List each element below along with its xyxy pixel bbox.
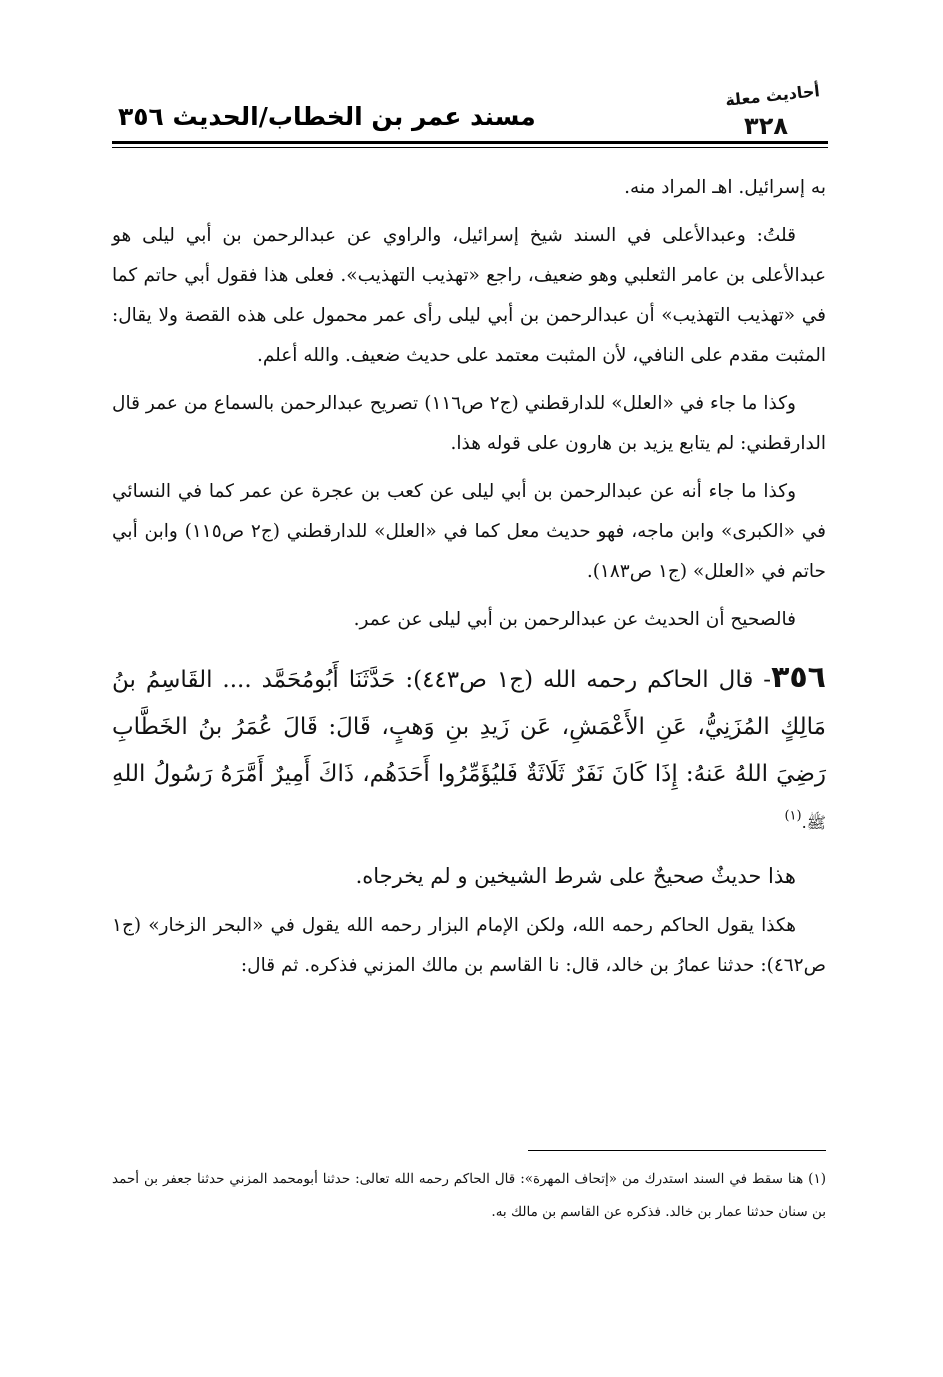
footnote-marker[interactable]: (١)	[784, 808, 802, 824]
page-number: ٣٢٨	[744, 112, 788, 140]
hadith-block	[112, 654, 826, 846]
page-header	[112, 81, 828, 146]
hadith-number: ٣٥٦	[771, 660, 826, 695]
running-title: مسند عمر بن الخطاب/الحديث ٣٥٦	[118, 102, 536, 131]
paragraph-6: هذا حديثٌ صحيحٌ على شرط الشيخين و لم يخرجاه.	[355, 864, 796, 888]
main-text	[112, 168, 826, 994]
paragraph-7: هكذا يقول الحاكم رحمه الله، ولكن الإمام البزار رحمه الله يقول في «البحر الزخار» (ج١ ص٤٦٢): حدثنا عمارُ بن خالد، قال: نا القاسم بن مالك المزني فذكره. ثم قال:	[112, 915, 826, 976]
paragraph-2: قلتُ: وعبدالأعلى في السند شيخ إسرائيل، والراوي عن عبدالرحمن بن أبي ليلى هو عبدالأعلى بن عامر الثعلبي وهو ضعيف، راجع «تهذيب التهذيب». فعلى هذا فقول أبي حاتم كما في «تهذيب التهذيب» أن عبدالرحمن بن أبي ليلى رأى عمر محمول على هذه القصة ولا يقال: المثبت مقدم على النافي، لأن المثبت معتمد على حديث ضعيف. والله أعلم.	[112, 225, 826, 366]
footnote-area	[112, 1163, 826, 1229]
footnote-divider	[528, 1150, 826, 1151]
paragraph-3: وكذا ما جاء في «العلل» للدارقطني (ج٢ ص١١٦) تصريح عبدالرحمن بالسماع من عمر قال الدارقطني: لم يتابع يزيد بن هارون على قوله هذا.	[112, 393, 826, 454]
salawat-glyph: ﷺ.	[801, 813, 826, 832]
paragraph-5: فالصحيح أن الحديث عن عبدالرحمن بن أبي ليلى عن عمر.	[353, 609, 796, 630]
footnote-1: (١) هنا سقط في السند استدرك من «إتحاف المهرة»: قال الحاكم رحمه الله تعالى: حدثنا أبومحمد المزني حدثنا جعفر بن أحمد بن سنان حدثنا عمار بن خالد. فذكره عن القاسم بن مالك به.	[112, 1171, 826, 1220]
hadith-text: - قال الحاكم رحمه الله (ج١ ص٤٤٣): حَدَّثَنَا أَبُومُحَمَّد .... القَاسِمُ بنُ مَالِكٍ المُزَنِيُّ، عَنِ الأَعْمَشِ، عَن زَيدِ بنِ وَهبٍ، قَالَ: قَالَ عُمَرُ بنُ الخَطَّابِ رَضِيَ اللهُ عَنهُ: إِذَا كَانَ نَفَرٌ ثَلَاثَةٌ فَليُؤَمِّرُوا أَحَدَهُم، ذَاكَ أَمِيرٌ أَمَّرَهُ رَسُولُ اللهِ	[112, 667, 826, 787]
book-name: أحاديث معلة	[724, 81, 821, 110]
paragraph-1: به إسرائيل. اهـ المراد منه.	[624, 177, 826, 198]
header-rule-thick	[112, 141, 828, 144]
paragraph-4: وكذا ما جاء أنه عن عبدالرحمن بن أبي ليلى عن كعب بن عجرة عن عمر كما في النسائي في «الكبرى» وابن ماجه، فهو حديث معل كما في «العلل» للدارقطني (ج٢ ص١١٥) وابن أبي حاتم في «العلل» (ج١ ص١٨٣).	[112, 481, 826, 582]
header-rule-thin	[112, 147, 828, 148]
